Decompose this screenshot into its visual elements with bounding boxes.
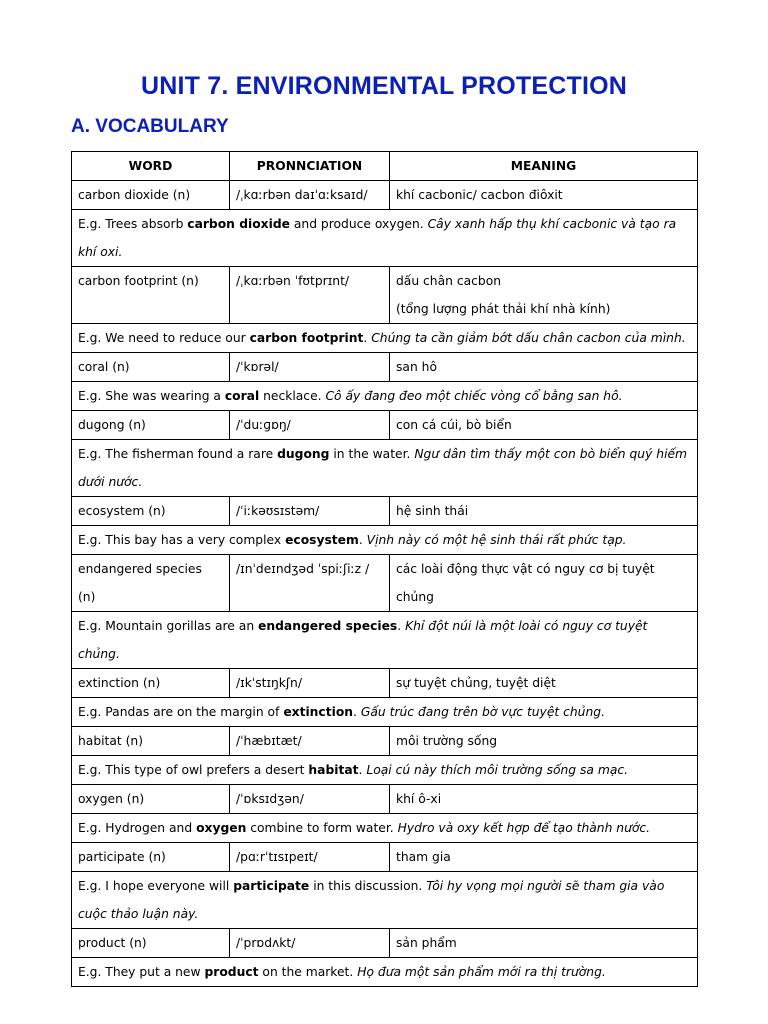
header-word: WORD [72, 152, 230, 181]
example-suffix: in this discussion. [309, 879, 427, 893]
example-sentence [72, 698, 698, 727]
vocab-word: participate (n) [72, 843, 230, 872]
example-prefix: E.g. Hydrogen and [78, 821, 197, 835]
example-row [72, 382, 698, 411]
example-translation: Ngư dân tìm thấy một con bò biển quý hiếm dưới nước. [78, 447, 688, 489]
meaning-text: các loài động thực vật có nguy cơ bị tuyệt chủng [396, 562, 655, 604]
example-sentence [72, 612, 698, 669]
vocab-word: carbon dioxide (n) [72, 181, 230, 210]
example-suffix: on the market. [258, 965, 358, 979]
vocab-row [72, 181, 698, 210]
vocab-row [72, 267, 698, 324]
vocab-meaning [390, 353, 698, 382]
vocab-pronunciation: /ɪkˈstɪŋkʃn/ [230, 669, 390, 698]
example-keyword: carbon dioxide [187, 217, 290, 231]
vocab-word: endangered species (n) [72, 555, 230, 612]
vocab-word: dugong (n) [72, 411, 230, 440]
example-sentence [72, 382, 698, 411]
example-sentence [72, 958, 698, 987]
example-prefix: E.g. Trees absorb [78, 217, 188, 231]
meaning-text: con cá cúi, bò biển [396, 418, 512, 432]
vocab-word: oxygen (n) [72, 785, 230, 814]
vocab-pronunciation: /ˈprɒdʌkt/ [230, 929, 390, 958]
vocab-word: habitat (n) [72, 727, 230, 756]
vocab-row [72, 353, 698, 382]
vocab-pronunciation: /ˈduːɡɒŋ/ [230, 411, 390, 440]
vocab-meaning [390, 555, 698, 612]
example-row [72, 324, 698, 353]
header-meaning: MEANING [390, 152, 698, 181]
vocab-meaning [390, 669, 698, 698]
example-suffix: . [363, 331, 372, 345]
example-suffix: . [353, 705, 361, 719]
example-row [72, 698, 698, 727]
example-row [72, 872, 698, 929]
example-row [72, 814, 698, 843]
vocab-word: extinction (n) [72, 669, 230, 698]
vocab-pronunciation: /ˈhæbɪtæt/ [230, 727, 390, 756]
meaning-text: sự tuyệt chủng, tuyệt diệt [396, 676, 556, 690]
example-keyword: habitat [308, 763, 359, 777]
vocab-pronunciation: /ˌkɑːrbən ˈfʊtprɪnt/ [230, 267, 390, 324]
example-suffix: necklace. [259, 389, 326, 403]
vocab-meaning [390, 411, 698, 440]
example-keyword: oxygen [196, 821, 247, 835]
section-heading: A. VOCABULARY [71, 116, 229, 137]
example-translation: Họ đưa một sản phẩm mới ra thị trường. [357, 965, 606, 979]
example-sentence [72, 440, 698, 497]
example-keyword: participate [233, 879, 310, 893]
example-suffix: . [397, 619, 406, 633]
header-pronunciation: PRONNCIATION [230, 152, 390, 181]
example-prefix: E.g. We need to reduce our [78, 331, 250, 345]
example-translation: Khỉ đột núi là một loài có nguy cơ tuyệt chủng. [78, 619, 648, 661]
example-translation: Hydro và oxy kết hợp để tạo thành nước. [397, 821, 651, 835]
vocab-row [72, 555, 698, 612]
example-sentence [72, 814, 698, 843]
meaning-text: tham gia [396, 850, 451, 864]
example-suffix: in the water. [329, 447, 415, 461]
example-translation: Loại cú này thích môi trường sống sa mạc. [366, 763, 629, 777]
vocab-meaning [390, 267, 698, 324]
example-prefix: E.g. This type of owl prefers a desert [78, 763, 309, 777]
vocab-row [72, 929, 698, 958]
vocab-pronunciation: /ˈɒksɪdʒən/ [230, 785, 390, 814]
example-prefix: E.g. Mountain gorillas are an [78, 619, 259, 633]
vocab-meaning [390, 181, 698, 210]
vocab-pronunciation: /pɑːrˈtɪsɪpeɪt/ [230, 843, 390, 872]
example-sentence [72, 526, 698, 555]
example-row [72, 756, 698, 785]
vocab-row [72, 785, 698, 814]
example-sentence [72, 210, 698, 267]
vocab-row [72, 727, 698, 756]
meaning-text: hệ sinh thái [396, 504, 469, 518]
vocab-word: product (n) [72, 929, 230, 958]
vocab-meaning [390, 497, 698, 526]
vocab-pronunciation: /ɪnˈdeɪndʒəd ˈspiːʃiːz / [230, 555, 390, 612]
vocab-word: carbon footprint (n) [72, 267, 230, 324]
vocab-pronunciation: /ˌkɑːrbən daɪˈɑːksaɪd/ [230, 181, 390, 210]
vocab-row [72, 497, 698, 526]
example-prefix: E.g. The fisherman found a rare [78, 447, 278, 461]
example-sentence [72, 324, 698, 353]
meaning-text: sản phẩm [396, 936, 457, 950]
example-row [72, 526, 698, 555]
table-header-row [72, 152, 698, 181]
example-keyword: dugong [277, 447, 330, 461]
meaning-text: san hô [396, 360, 437, 374]
vocab-row [72, 843, 698, 872]
vocab-row [72, 411, 698, 440]
example-row [72, 210, 698, 267]
example-keyword: endangered species [258, 619, 398, 633]
vocab-meaning [390, 727, 698, 756]
example-translation: Cây xanh hấp thụ khí cacbonic và tạo ra khí oxi. [78, 217, 677, 259]
example-translation: Cô ấy đang đeo một chiếc vòng cổ bằng san hô. [325, 389, 623, 403]
example-keyword: product [204, 965, 259, 979]
example-keyword: coral [224, 389, 260, 403]
unit-title: UNIT 7. ENVIRONMENTAL PROTECTION [140, 72, 628, 100]
example-prefix: E.g. They put a new [78, 965, 205, 979]
example-sentence [72, 756, 698, 785]
example-suffix: . [358, 763, 367, 777]
example-row [72, 958, 698, 987]
vocab-word: ecosystem (n) [72, 497, 230, 526]
example-prefix: E.g. She was wearing a [78, 389, 225, 403]
example-sentence [72, 872, 698, 929]
example-prefix: E.g. I hope everyone will [78, 879, 234, 893]
example-prefix: E.g. Pandas are on the margin of [78, 705, 284, 719]
vocab-meaning [390, 843, 698, 872]
meaning-text: môi trường sống [396, 734, 498, 748]
example-translation: Tôi hy vọng mọi người sẽ tham gia vào cuộc thảo luận này. [78, 879, 665, 921]
vocab-meaning [390, 785, 698, 814]
vocab-meaning [390, 929, 698, 958]
meaning-text: dấu chân cacbon [396, 274, 502, 288]
vocabulary-table [71, 151, 698, 987]
example-suffix: combine to form water. [246, 821, 398, 835]
vocab-row [72, 669, 698, 698]
example-row [72, 612, 698, 669]
meaning-text: khí cacbonic/ cacbon điôxit [396, 188, 563, 202]
vocab-word: coral (n) [72, 353, 230, 382]
meaning-note: (tổng lượng phát thải khí nhà kính) [396, 302, 611, 316]
example-keyword: extinction [283, 705, 354, 719]
example-suffix: and produce oxygen. [289, 217, 428, 231]
vocab-pronunciation: /ˈiːkəʊsɪstəm/ [230, 497, 390, 526]
example-translation: Chúng ta cần giảm bớt dấu chân cacbon của mình. [371, 331, 686, 345]
example-keyword: carbon footprint [249, 331, 364, 345]
vocab-pronunciation: /ˈkɒrəl/ [230, 353, 390, 382]
example-prefix: E.g. This bay has a very complex [78, 533, 286, 547]
example-translation: Vịnh này có một hệ sinh thái rất phức tạp. [366, 533, 627, 547]
meaning-text: khí ô-xi [396, 792, 442, 806]
example-row [72, 440, 698, 497]
example-translation: Gấu trúc đang trên bờ vực tuyệt chủng. [360, 705, 605, 719]
example-keyword: ecosystem [285, 533, 359, 547]
example-suffix: . [358, 533, 367, 547]
